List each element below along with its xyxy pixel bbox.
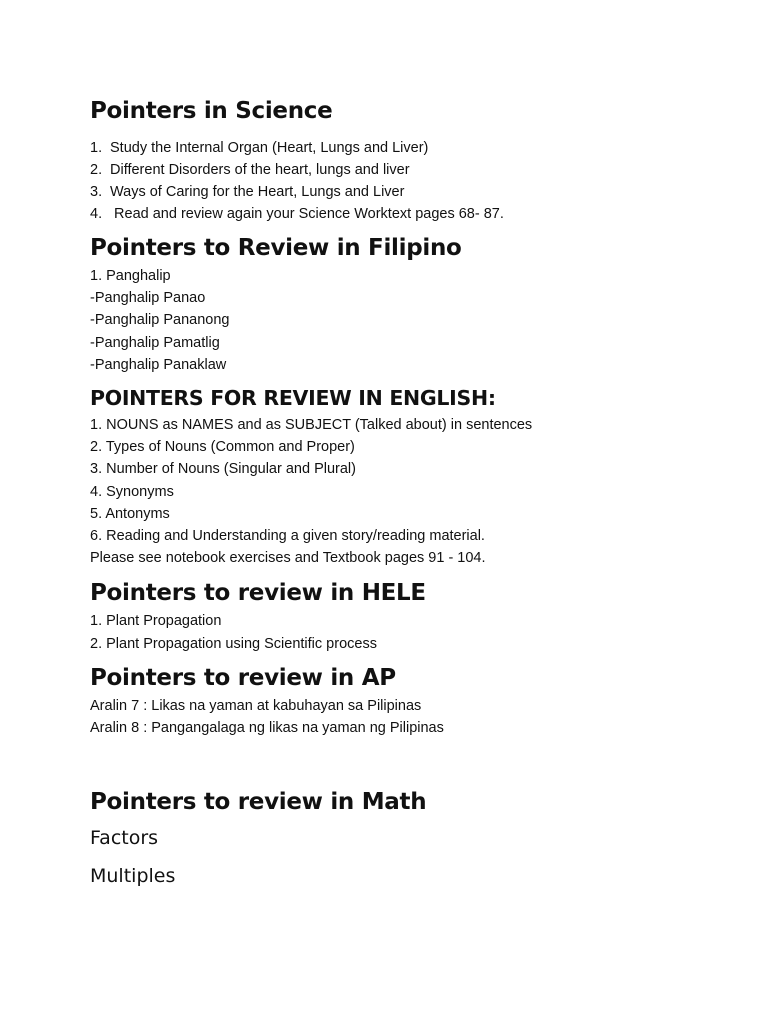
list-item: Factors — [90, 827, 159, 850]
list-item: 3. Ways of Caring for the Heart, Lungs and Liver — [90, 184, 405, 200]
list-item: Please see notebook exercises and Textbook pages 91 - 104. — [90, 550, 486, 567]
math-section — [90, 785, 730, 895]
list-item: 6. Reading and Understanding a given story/reading material. — [90, 528, 485, 545]
list-item: 1. Panghalip — [90, 268, 171, 284]
list-item: 1. Study the Internal Organ (Heart, Lungs and Liver) — [90, 140, 429, 156]
math-heading: Pointers to review in Math — [90, 789, 427, 816]
science-heading: Pointers in Science — [90, 98, 333, 124]
list-item: 2. Plant Propagation using Scientific process — [90, 635, 377, 652]
english-heading: POINTERS FOR REVIEW IN ENGLISH: — [90, 386, 496, 411]
list-item: 1. NOUNS as NAMES and as SUBJECT (Talked about) in sentences — [90, 417, 533, 434]
list-item: -Panghalip Pamatlig — [90, 334, 220, 351]
list-item: -Panghalip Pananong — [90, 312, 230, 329]
science-section — [90, 94, 730, 225]
filipino-section — [90, 231, 730, 376]
list-item: 4. Synonyms — [90, 483, 174, 500]
list-item: Aralin 7 : Likas na yaman at kabuhayan sa Pilipinas — [90, 697, 422, 714]
ap-heading: Pointers to review in AP — [90, 664, 396, 691]
list-item: -Panghalip Panaklaw — [90, 356, 227, 373]
ap-section — [90, 661, 730, 739]
hele-heading: Pointers to review in HELE — [90, 580, 426, 607]
list-item: 2. Different Disorders of the heart, lungs and liver — [90, 162, 410, 178]
list-item: 5. Antonyms — [90, 505, 170, 522]
filipino-heading: Pointers to Review in Filipino — [90, 235, 462, 261]
list-item: 2. Types of Nouns (Common and Proper) — [90, 439, 355, 456]
english-section — [90, 382, 730, 569]
list-item: 4. Read and review again your Science Worktext pages 68- 87. — [90, 206, 504, 222]
list-item: Aralin 8 : Pangangalaga ng likas na yaman ng Pilipinas — [90, 720, 444, 737]
list-item: 1. Plant Propagation — [90, 613, 222, 630]
list-item: 3. Number of Nouns (Singular and Plural) — [90, 461, 356, 478]
hele-section — [90, 576, 730, 654]
document-page — [90, 94, 730, 895]
list-item: -Panghalip Panao — [90, 290, 206, 307]
list-item: Multiples — [90, 865, 176, 888]
